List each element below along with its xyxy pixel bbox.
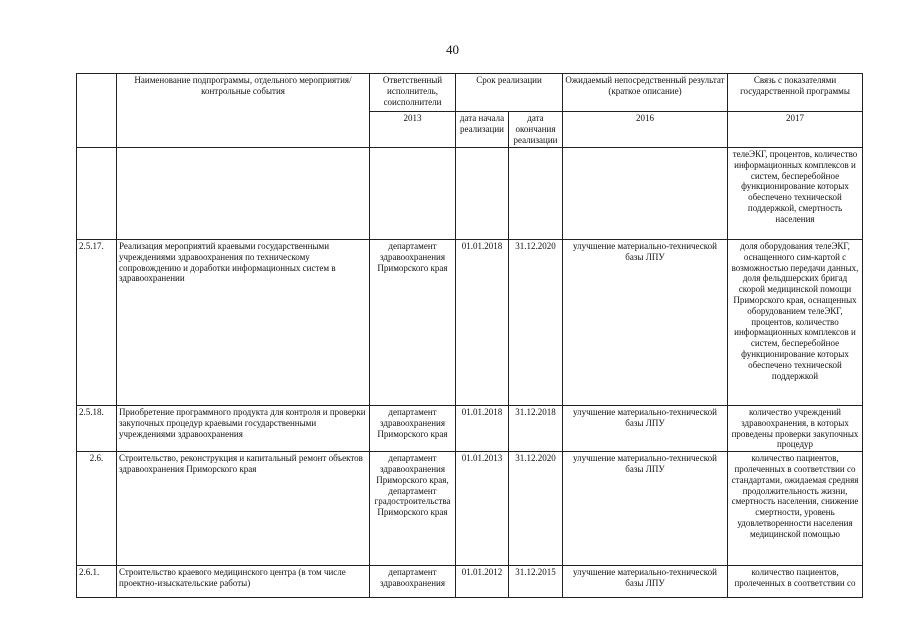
row-end-date: 31.12.2018: [509, 406, 563, 452]
row-responsible: департамент здравоохранения Приморского края: [370, 240, 456, 406]
row-end-date: 31.12.2020: [509, 240, 563, 406]
row-start-date: 01.01.2018: [456, 406, 509, 452]
row-code: 2.5.18.: [77, 406, 117, 452]
row-start-date: 01.01.2018: [456, 240, 509, 406]
row-code: 2.6.: [77, 452, 117, 566]
row-code: [77, 148, 117, 240]
row-name: [117, 148, 370, 240]
row-link: доля оборудования телеЭКГ, оснащенного сим-картой с возможностью передачи данных, доля фельдшерских бригад скорой медицинской помощи Приморского края, оснащенных оборудованием телеЭКГ, процентов, количество информационных комплексов и систем, бесперебойное функционирование которых обеспечено технической поддержкой: [728, 240, 863, 406]
row-result: улучшение материально-технической базы ЛПУ: [563, 452, 728, 566]
row-result: улучшение материально-технической базы ЛПУ: [563, 406, 728, 452]
header-result: Ожидаемый непосредственный результат (краткое описание): [563, 74, 728, 112]
header-name: Наименование подпрограммы, отдельного мероприятия/контрольные события: [117, 74, 370, 148]
program-table: [76, 73, 863, 598]
table-row: [77, 240, 863, 406]
row-result: улучшение материально-технической базы ЛПУ: [563, 566, 728, 598]
row-code: 2.5.17.: [77, 240, 117, 406]
row-start-date: 01.01.2012: [456, 566, 509, 598]
row-link: количество пациентов, пролеченных в соответствии со: [728, 566, 863, 598]
header-end-date: дата окончания реализации: [509, 112, 563, 148]
header-period: Срок реализации: [456, 74, 563, 112]
row-link: количество учреждений здравоохранения, в которых проведены проверки закупочных процедур: [728, 406, 863, 452]
row-result: улучшение материально-технической базы ЛПУ: [563, 240, 728, 406]
header-start-date: дата начала реализации: [456, 112, 509, 148]
row-end-date: 31.12.2015: [509, 566, 563, 598]
row-responsible: департамент здравоохранения Приморского края, департамент градостроительства Приморского края: [370, 452, 456, 566]
row-name: Строительство, реконструкция и капитальный ремонт объектов здравоохранения Приморского края: [117, 452, 370, 566]
table-row: [77, 148, 863, 240]
header-link-number: 2017: [728, 112, 863, 148]
header-result-number: 2016: [563, 112, 728, 148]
row-name: Строительство краевого медицинского центра (в том числе проектно-изыскательские работы): [117, 566, 370, 598]
page-number: 40: [446, 42, 459, 57]
row-start-date: [456, 148, 509, 240]
header-code-cell: [77, 74, 117, 148]
table-row: [77, 566, 863, 598]
row-responsible: [370, 148, 456, 240]
table-row: [77, 452, 863, 566]
row-code: 2.6.1.: [77, 566, 117, 598]
row-name: Реализация мероприятий краевыми государственными учреждениями здравоохранения по техническому сопровождению и доработки информационных систем в здравоохранении: [117, 240, 370, 406]
row-responsible: департамент здравоохранения: [370, 566, 456, 598]
row-link: количество пациентов, пролеченных в соответствии со стандартами, ожидаемая средняя продолжительность жизни, смертность населения, снижение смертности, уровень удовлетворенности населения медицинской помощью: [728, 452, 863, 566]
row-end-date: 31.12.2020: [509, 452, 563, 566]
row-name: Приобретение программного продукта для контроля и проверки закупочных процедур краевыми государственными учреждениями здравоохранения: [117, 406, 370, 452]
table-header-row: [77, 74, 863, 112]
row-result: [563, 148, 728, 240]
table-row: [77, 406, 863, 452]
header-link: Связь с показателями государственной программы: [728, 74, 863, 112]
row-start-date: 01.01.2013: [456, 452, 509, 566]
row-link: телеЭКГ, процентов, количество информационных комплексов и систем, бесперебойное функционирование которых обеспечено технической поддержкой, смертность населения: [728, 148, 863, 240]
row-responsible: департамент здравоохранения Приморского края: [370, 406, 456, 452]
row-end-date: [509, 148, 563, 240]
header-responsible: Ответственный исполнитель, соисполнители: [370, 74, 456, 112]
header-responsible-number: 2013: [370, 112, 456, 148]
